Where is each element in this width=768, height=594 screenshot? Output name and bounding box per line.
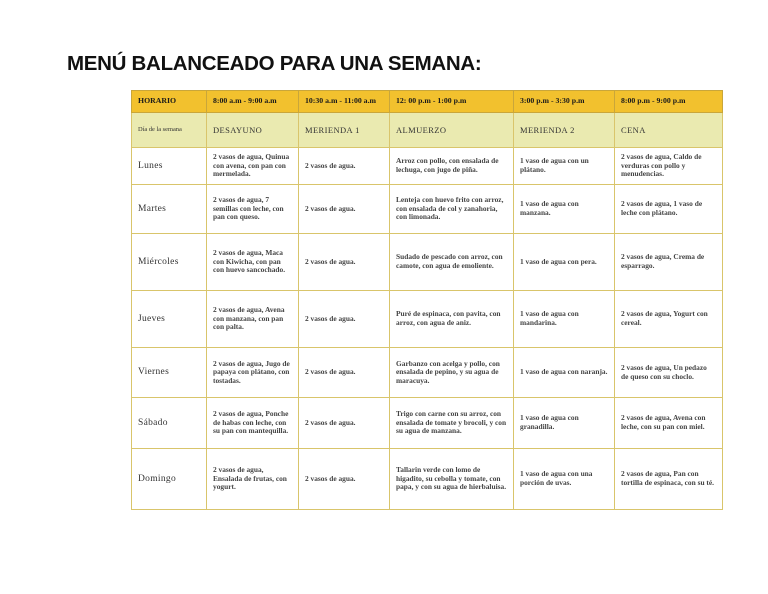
menu-cell: 2 vasos de agua, Avena con manzana, con pan con palta. bbox=[207, 291, 299, 348]
menu-cell: Lenteja con huevo frito con arroz, con ensalada de col y zanahoria, con limonada. bbox=[390, 185, 514, 234]
menu-cell: Trigo con carne con su arroz, con ensalada de tomate y brocoli, y con su agua de manzana. bbox=[390, 398, 514, 449]
menu-cell: 1 vaso de agua con granadilla. bbox=[514, 398, 615, 449]
menu-cell: 1 vaso de agua con manzana. bbox=[514, 185, 615, 234]
day-name: Lunes bbox=[132, 148, 207, 185]
menu-cell: 2 vasos de agua, Avena con leche, con su pan con miel. bbox=[615, 398, 723, 449]
table-row bbox=[132, 449, 723, 510]
menu-cell: 2 vasos de agua. bbox=[299, 348, 390, 398]
meal-merienda-2: MERIENDA 2 bbox=[514, 113, 615, 148]
menu-cell: 2 vasos de agua. bbox=[299, 449, 390, 510]
time-slot-cena: 8:00 p.m - 9:00 p.m bbox=[615, 91, 723, 113]
day-name: Jueves bbox=[132, 291, 207, 348]
menu-cell: Arroz con pollo, con ensalada de lechuga, con jugo de piña. bbox=[390, 148, 514, 185]
menu-cell: Garbanzo con acelga y pollo, con ensalada de pepino, y su agua de maracuya. bbox=[390, 348, 514, 398]
menu-cell: 2 vasos de agua, Yogurt con cereal. bbox=[615, 291, 723, 348]
meal-merienda-1: MERIENDA 1 bbox=[299, 113, 390, 148]
menu-cell: 2 vasos de agua, Ensalada de frutas, con yogurt. bbox=[207, 449, 299, 510]
menu-cell: 1 vaso de agua con pera. bbox=[514, 234, 615, 291]
page-title: MENÚ BALANCEADO PARA UNA SEMANA: bbox=[67, 52, 482, 75]
menu-cell: 2 vasos de agua, Quinua con avena, con pan con mermelada. bbox=[207, 148, 299, 185]
day-name: Miércoles bbox=[132, 234, 207, 291]
day-name: Viernes bbox=[132, 348, 207, 398]
day-name: Sábado bbox=[132, 398, 207, 449]
table-row bbox=[132, 348, 723, 398]
day-name: Martes bbox=[132, 185, 207, 234]
meal-header-row bbox=[132, 113, 723, 148]
menu-cell: 1 vaso de agua con naranja. bbox=[514, 348, 615, 398]
menu-cell: Sudado de pescado con arroz, con camote, con agua de emoliente. bbox=[390, 234, 514, 291]
menu-cell: 2 vasos de agua. bbox=[299, 398, 390, 449]
menu-cell: 2 vasos de agua, Crema de esparrago. bbox=[615, 234, 723, 291]
table-row bbox=[132, 185, 723, 234]
menu-cell: 2 vasos de agua. bbox=[299, 148, 390, 185]
time-slot-merienda-1: 10:30 a.m - 11:00 a.m bbox=[299, 91, 390, 113]
menu-cell: 2 vasos de agua, Caldo de verduras con pollo y menudencias. bbox=[615, 148, 723, 185]
menu-cell: 1 vaso de agua con una porción de uvas. bbox=[514, 449, 615, 510]
menu-cell: Tallarin verde con lomo de higadito, su cebolla y tomate, con papa, y con su agua de hierbaluisa. bbox=[390, 449, 514, 510]
schedule-label: HORARIO bbox=[132, 91, 207, 113]
menu-cell: 2 vasos de agua, Un pedazo de queso con su choclo. bbox=[615, 348, 723, 398]
menu-cell: 2 vasos de agua, Jugo de papaya con plátano, con tostadas. bbox=[207, 348, 299, 398]
menu-cell: 1 vaso de agua con un plátano. bbox=[514, 148, 615, 185]
menu-cell: 1 vaso de agua con mandarina. bbox=[514, 291, 615, 348]
schedule-header-row bbox=[132, 91, 723, 113]
menu-cell: 2 vasos de agua, Ponche de habas con leche, con su pan con mantequilla. bbox=[207, 398, 299, 449]
menu-cell: 2 vasos de agua, Maca con Kiwicha, con pan con huevo sancochado. bbox=[207, 234, 299, 291]
day-column-label: Día de la semana bbox=[132, 113, 207, 148]
meal-cena: CENA bbox=[615, 113, 723, 148]
table-row bbox=[132, 398, 723, 449]
menu-cell: Puré de espinaca, con pavita, con arroz, con agua de aniz. bbox=[390, 291, 514, 348]
time-slot-desayuno: 8:00 a.m - 9:00 a.m bbox=[207, 91, 299, 113]
meal-desayuno: DESAYUNO bbox=[207, 113, 299, 148]
menu-cell: 2 vasos de agua, Pan con tortilla de espinaca, con su té. bbox=[615, 449, 723, 510]
menu-cell: 2 vasos de agua, 7 semillas con leche, con pan con queso. bbox=[207, 185, 299, 234]
time-slot-almuerzo: 12: 00 p.m - 1:00 p.m bbox=[390, 91, 514, 113]
weekly-menu-table bbox=[131, 90, 723, 510]
meal-almuerzo: ALMUERZO bbox=[390, 113, 514, 148]
day-name: Domingo bbox=[132, 449, 207, 510]
table-row bbox=[132, 234, 723, 291]
table-row bbox=[132, 148, 723, 185]
table-row bbox=[132, 291, 723, 348]
time-slot-merienda-2: 3:00 p.m - 3:30 p.m bbox=[514, 91, 615, 113]
menu-cell: 2 vasos de agua. bbox=[299, 234, 390, 291]
menu-cell: 2 vasos de agua, 1 vaso de leche con plátano. bbox=[615, 185, 723, 234]
menu-cell: 2 vasos de agua. bbox=[299, 185, 390, 234]
menu-cell: 2 vasos de agua. bbox=[299, 291, 390, 348]
